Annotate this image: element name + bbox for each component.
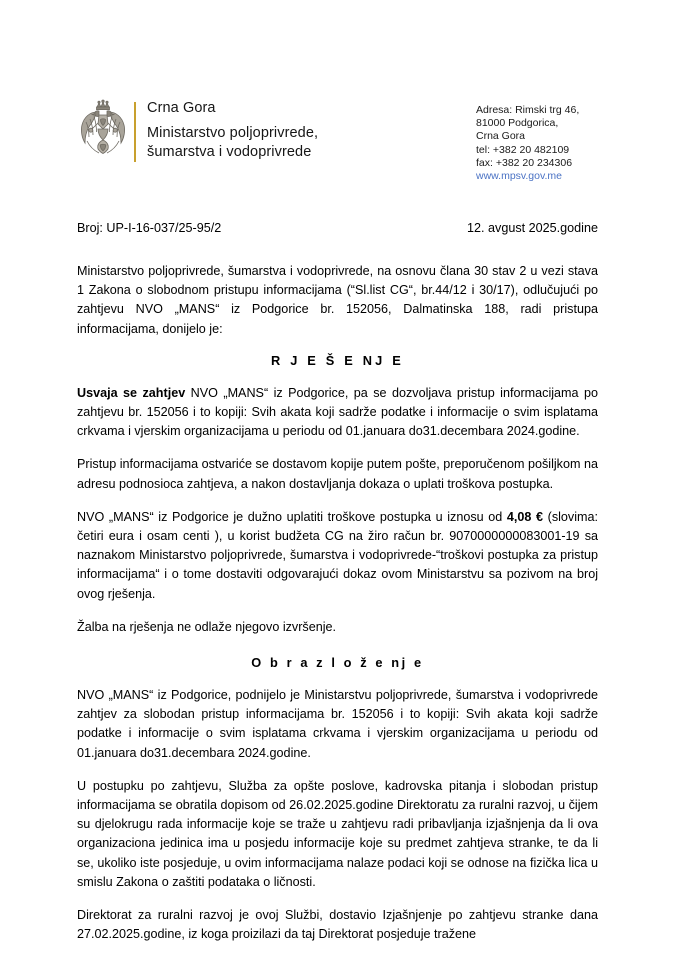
address-line-2: 81000 Podgorica, [476, 117, 559, 130]
document-number: Broj: UP-I-16-037/25-95/2 [77, 221, 222, 235]
fee-amount: 4,08 € [506, 509, 544, 524]
telephone-number: tel: +382 20 482109 [476, 143, 570, 156]
fee-paragraph [77, 508, 598, 604]
address-line-3: Crna Gora [476, 130, 526, 143]
heading-rjesenje: R J E Š E NJ E [271, 352, 404, 368]
organization-block [147, 98, 447, 162]
delivery-paragraph: Pristup informacijama ostvariće se dostavom kopije putem pošte, preporučenom pošiljkom na adresu podnosioca zahtjeva, a nakon dostavljanja dokaza o uplati troškova postupka. [77, 457, 598, 491]
decision-paragraph [77, 384, 598, 442]
ministry-name-line2: šumarstva i vodoprivrede [147, 144, 312, 160]
letterhead-divider [134, 102, 136, 162]
ministry-name [147, 124, 447, 162]
fee-text-before: NVO „MANS“ iz Podgorice je dužno uplatiti troškove postupka u iznosu od [77, 509, 507, 524]
heading-obrazlozenje: O b r a z l o ž e nj e [251, 655, 424, 671]
document-date: 12. avgust 2025.godine [467, 221, 598, 235]
reasoning-paragraph-3: Direktorat za ruralni razvoj je ovoj Službi, dostavio Izjašnjenje po zahtjevu stranke dana 27.02.2025.godine, iz koga proizilazi da taj Direktorat posjeduje tražene [77, 908, 598, 942]
country-name: Crna Gora [147, 100, 216, 116]
montenegro-coat-of-arms-icon [77, 98, 129, 168]
decision-bold-lead: Usvaja se zahtjev [77, 385, 186, 400]
ministry-name-line1: Ministarstvo poljoprivrede, [147, 125, 319, 141]
website-link[interactable]: www.mpsv.gov.me [476, 170, 562, 183]
reasoning-paragraph-1: NVO „MANS“ iz Podgorice, podnijelo je Ministarstvu poljoprivrede, šumarstva i vodoprivrede zahtjev za slobodan pristup informacijama br. 152056 i to kopiji: Svih akata koji sadrže podatke i informacije o svim isplatama crkvama i vjerskim organizacijama u periodu od 01.januara do31.decembara 2024.godine. [77, 688, 598, 760]
reasoning-paragraph-2: U postupku po zahtjevu, Služba za opšte poslove, kadrovska pitanja i slobodan pristup informacijama se obratila dopisom od 26.02.2025.godine Direktoratu za ruralni razvoj, u čijem su djelokrugu rada informacije koje se traže u zahtjevu radi pribavljanja izjašnjenja da li ova organizaciona jedinica ima u posjedu informacije koje su predmet zahtjeva stranke, te da li se, ukoliko iste posjeduje, u ovim informacijama nalaze podaci koji se odnose na fizička lica u smislu Zakona o zaštiti podataka o ličnosti. [77, 778, 598, 889]
contact-block [476, 104, 666, 183]
reference-row [77, 219, 598, 237]
address-line-1: Adresa: Rimski trg 46, [476, 104, 580, 116]
decision-rest: NVO „MANS“ iz Podgorice, pa se dozvoljava pristup informacijama po zahtjevu br. 152056 i to kopiji: Svih akata koji sadrže podatke i informacije o svim isplatama crkvama i vjerskim organizacijama u periodu od 01.januara do31.decembara 2024.godine. [77, 385, 598, 439]
letterhead [0, 96, 679, 196]
fax-number: fax: +382 20 234306 [476, 156, 573, 169]
fee-text-after: (slovima: četiri eura i osam centi ), u korist budžeta CG na žiro račun br. 9070000000083001-19 sa naznakom Ministarstvo poljoprivrede, šumarstva i vodoprivrede-“troškovi postupka za pristup informacijama“ i o tome dostaviti odgovarajući dokaz ovom Ministarstvu sa pozivom na broj ovog rješenja. [77, 509, 599, 601]
document-body [77, 262, 598, 944]
intro-paragraph: Ministarstvo poljoprivrede, šumarstva i vodoprivrede, na osnovu člana 30 stav 2 u vezi stava 1 Zakona o slobodnom pristupu informacijama (“Sl.list CG“, br.44/12 i 30/17), odlučujući po zahtjevu NVO „MANS“ iz Podgorice br. 152056, Dalmatinska 188, radi pristupa informacijama, donijelo je: [77, 264, 598, 336]
appeal-paragraph: Žalba na rješenja ne odlaže njegovo izvršenje. [77, 619, 337, 634]
